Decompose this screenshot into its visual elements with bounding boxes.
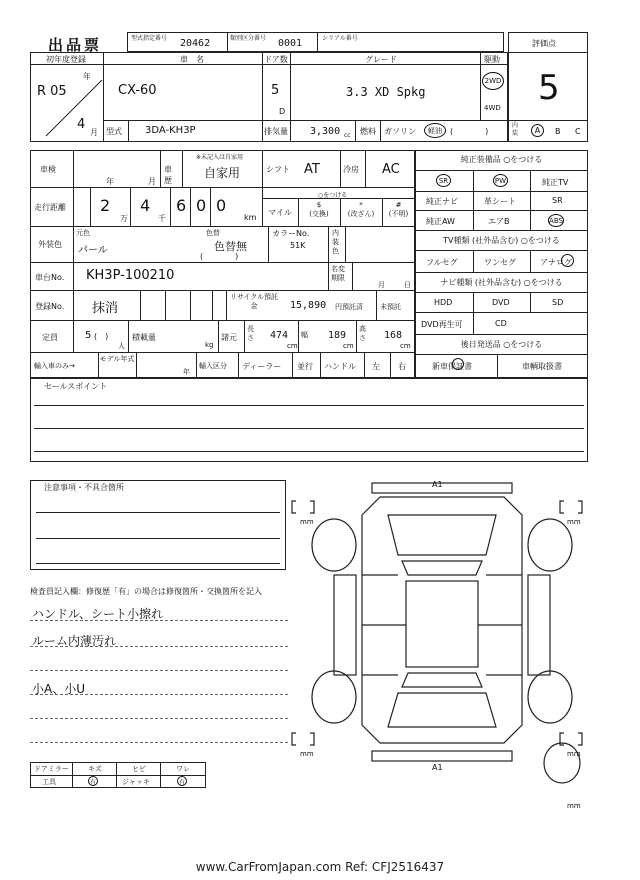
rt-line7 xyxy=(415,292,588,293)
mi-box6 xyxy=(262,187,263,226)
mileage-label: 走行距離 xyxy=(34,203,66,212)
mm-fr: mm xyxy=(567,518,581,526)
capacity-paren: ( ) xyxy=(94,332,109,341)
rg-div0d xyxy=(212,290,213,320)
recycle-unit: 円預託済 xyxy=(335,303,363,311)
displacement-label: 排気量 xyxy=(264,127,288,136)
interior-a-circled: A xyxy=(531,124,544,137)
inspector-label: 検査員記入欄：修復歴「有」の場合は修復箇所・交換箇所を記入 xyxy=(30,587,262,596)
drive-4wd: 4WD xyxy=(484,104,501,112)
mileage-d1: 2 xyxy=(100,196,111,215)
sales-box xyxy=(30,378,588,462)
rt-line4 xyxy=(415,230,588,231)
navi-dvd: DVD xyxy=(492,298,510,307)
note-dash2 xyxy=(30,646,288,647)
history-label: 車歴 xyxy=(164,165,172,185)
navi-title: ナビ種類 (社外品含む) ○をつける xyxy=(440,278,563,287)
eq-aw: 純正AW xyxy=(426,217,455,226)
lt-div-s2 xyxy=(182,150,183,187)
history-value: 自家用 xyxy=(204,166,241,180)
mm-spare: mm xyxy=(567,802,581,810)
mi-box2 xyxy=(130,187,131,226)
tv-one: ワンセグ xyxy=(484,258,516,267)
mm-rr: mm xyxy=(567,750,581,758)
row1-div-e xyxy=(128,120,129,142)
height-cm: cm xyxy=(400,342,411,350)
shaken-year: 年 xyxy=(106,177,114,186)
later-title: 後日発送品 ○をつける xyxy=(460,340,543,349)
mile-swap: $ (交換) xyxy=(309,201,329,218)
lt-line6 xyxy=(30,352,415,353)
eq-tv: 純正TV xyxy=(542,178,569,187)
cp-div2 xyxy=(218,320,219,352)
fuel-label: 燃料 xyxy=(360,127,376,136)
displacement-value: 3,300 xyxy=(310,126,341,137)
name-change-label: 名変期限 xyxy=(331,265,345,282)
caution-line2 xyxy=(36,538,280,539)
rt-line5 xyxy=(415,250,588,251)
grade-value: 3.3 XD Spkg xyxy=(346,85,426,99)
color-no-value: 51K xyxy=(290,241,306,250)
lt-line2 xyxy=(30,226,415,227)
tv-analog: アナログ xyxy=(540,258,572,267)
rt-col2a xyxy=(530,170,531,230)
lt-div-s1 xyxy=(160,150,161,187)
model-year-label: モデル年式 xyxy=(99,355,135,363)
ac-value: AC xyxy=(382,162,400,177)
col-div1 xyxy=(268,226,269,262)
rating-header-line xyxy=(508,52,588,53)
interior-label: 内装 xyxy=(512,122,519,137)
sales-line2 xyxy=(34,428,584,429)
rg-div0b xyxy=(165,290,166,320)
im-div2 xyxy=(136,352,137,378)
rt-col1c xyxy=(473,292,474,334)
rt-col1a xyxy=(473,170,474,230)
navi-hdd: HDD xyxy=(434,298,453,307)
mileage-d4: 0 xyxy=(196,196,207,215)
im-div3 xyxy=(196,352,197,378)
first-reg-era: R 05 xyxy=(37,84,67,99)
caution-box xyxy=(30,480,286,570)
rg-div2 xyxy=(376,290,377,320)
color-label: 外装色 xyxy=(38,240,62,249)
legend-c3 xyxy=(160,762,161,788)
interior-b: B xyxy=(555,127,561,136)
note-line3: 小A、小U xyxy=(32,682,85,696)
serial-label: シリアル番号 xyxy=(322,35,358,42)
cp-div3 xyxy=(244,320,245,352)
lt-line3 xyxy=(30,262,415,263)
shaken-month: 月 xyxy=(148,177,156,186)
rt-col1b xyxy=(473,250,474,272)
caution-line1 xyxy=(36,512,280,513)
row1-div-b xyxy=(262,52,263,120)
mileage-d2: 4 xyxy=(140,196,151,215)
chassis-value: KH3P-100210 xyxy=(86,268,175,283)
rt-line2 xyxy=(415,191,588,192)
note-dash1 xyxy=(30,620,288,621)
mi-note-line xyxy=(262,198,415,199)
legend-break: ワレ xyxy=(176,765,190,773)
note-dash4 xyxy=(30,694,288,695)
name-change-day: 日 xyxy=(404,281,411,289)
legend-scratch: キズ xyxy=(88,765,102,773)
mi-box1 xyxy=(90,187,91,226)
recycle-unpaid: 未預託 xyxy=(380,303,401,311)
legend-tools: 工具 xyxy=(42,778,56,786)
displacement-unit: cc xyxy=(344,132,351,139)
drive-label: 駆動 xyxy=(484,55,500,64)
im-div7 xyxy=(364,352,365,378)
mi-box3 xyxy=(170,187,171,226)
doors-sub: D xyxy=(279,107,286,116)
lt-label-col xyxy=(73,150,74,352)
legend-jack: ジャッキ xyxy=(122,778,150,786)
note-dash5 xyxy=(30,718,288,719)
import-label: 輸入車のみ→ xyxy=(34,362,75,370)
eq-sunroof-circled: SR xyxy=(436,174,451,187)
rt-col2b xyxy=(530,250,531,272)
length-cm: cm xyxy=(287,342,298,350)
mileage-d3: 6 xyxy=(176,196,187,215)
ac-label: 冷房 xyxy=(343,165,359,174)
lt-div-s5 xyxy=(365,150,366,187)
equip-title: 純正装備品 ○をつける xyxy=(460,155,543,164)
recycle-value: 15,890 xyxy=(290,300,327,311)
first-reg-label: 初年度登録 xyxy=(46,55,86,64)
lt-line1 xyxy=(30,187,415,188)
eq-sr2: SR xyxy=(552,196,563,205)
class-value: 0001 xyxy=(278,38,303,49)
mi-box5 xyxy=(210,187,211,226)
eq-airbag: エアB xyxy=(488,217,510,226)
parallel: 並行 xyxy=(297,362,313,371)
first-reg-month-unit: 月 xyxy=(90,128,98,137)
im-div4 xyxy=(238,352,239,378)
grade-label: グレード xyxy=(365,55,397,64)
rt-col1d xyxy=(497,354,498,378)
row1-div-h xyxy=(355,120,356,142)
eq-navi: 純正ナビ xyxy=(426,197,458,206)
fuel-gas: ガソリン xyxy=(384,127,416,136)
sales-line1 xyxy=(34,405,584,406)
model-label: 型式 xyxy=(106,127,122,136)
navi-sd: SD xyxy=(552,298,564,307)
mile-note: ○をつける xyxy=(318,192,348,199)
mileage-u1: 万 xyxy=(120,214,128,223)
navi-cd: CD xyxy=(495,319,507,328)
height-value: 168 xyxy=(384,330,403,341)
load-label: 積載量 xyxy=(132,333,156,342)
mile-unknown: # (不明) xyxy=(388,201,409,218)
capacity-label: 定員 xyxy=(42,333,58,342)
tv-full: フルセグ xyxy=(426,258,458,267)
interior-c: C xyxy=(575,127,581,136)
color-orig-label: 元色 xyxy=(76,229,90,237)
form-title: 出品票 xyxy=(48,36,103,54)
doors-value: 5 xyxy=(271,83,280,98)
car-name-value: CX-60 xyxy=(118,83,157,98)
col-div3 xyxy=(345,226,346,262)
rear-damage-label: A1 xyxy=(432,763,443,772)
model-cert-value: 20462 xyxy=(180,38,211,49)
rt-line1 xyxy=(415,170,588,171)
header-div2 xyxy=(317,32,318,52)
rt-line8 xyxy=(415,312,588,313)
row1-div-f xyxy=(262,120,263,142)
car-name-label: 車 名 xyxy=(180,55,204,64)
caution-label: 注意事項・不具合箇所 xyxy=(44,483,124,492)
legend-crack: ヒビ xyxy=(132,765,146,773)
row1-div-c xyxy=(290,52,291,120)
eq-abs-circled: ABS xyxy=(548,214,564,227)
legend-door-mirror: ドアミラー xyxy=(34,765,69,773)
shift-value: AT xyxy=(304,162,320,177)
handle-label: ハンドル xyxy=(324,362,356,371)
rating-label: 評価点 xyxy=(532,39,556,48)
row1-div-d xyxy=(480,52,481,120)
drive-2wd-circled: 2WD xyxy=(482,72,504,90)
dims-label: 諸元 xyxy=(221,333,237,342)
legend-c1 xyxy=(72,762,73,788)
mi-box4 xyxy=(190,187,191,226)
rt-line10 xyxy=(415,354,588,355)
watermark: www.CarFromJapan.com Ref: CFJ2516437 xyxy=(195,860,445,874)
handle-left: 左 xyxy=(372,362,380,371)
mile-label: マイル xyxy=(268,208,292,217)
car-diagram xyxy=(290,475,600,805)
im-div6 xyxy=(320,352,321,378)
color-no-label: カラーNo. xyxy=(272,229,310,238)
rt-col2c xyxy=(530,292,531,312)
capacity-unit: 人 xyxy=(118,342,125,350)
mm-rl: mm xyxy=(300,750,314,758)
rt-line9 xyxy=(415,334,588,335)
dealer: ディーラー xyxy=(242,362,282,371)
length-value: 474 xyxy=(270,330,289,341)
recycle-label: リサイクル預託金 xyxy=(229,293,279,310)
import-cat-label: 輸入区分 xyxy=(199,362,227,370)
history-note: ※未記入は自家用 xyxy=(196,154,244,161)
color-repaint-label: 色替 xyxy=(206,229,220,237)
ch-div2 xyxy=(352,262,353,290)
name-change-month: 月 xyxy=(378,281,385,289)
header-div1 xyxy=(227,32,228,52)
ch-div1 xyxy=(328,262,329,290)
cp-div1 xyxy=(128,320,129,352)
row1-div-i xyxy=(380,120,381,142)
first-reg-month: 4 xyxy=(77,117,86,132)
mileage-u2: 千 xyxy=(158,214,166,223)
interior-color-label: 内装色 xyxy=(332,229,339,255)
first-reg-year-unit: 年 xyxy=(83,72,91,81)
color-paren: ( ) xyxy=(200,252,239,261)
rg-div0c xyxy=(190,290,191,320)
mile-tamper: * (改ざん) xyxy=(347,201,375,218)
rating-value: 5 xyxy=(538,68,560,108)
col-div2 xyxy=(328,226,329,262)
doors-label: ドア数 xyxy=(264,55,288,64)
legend-tools-has: 有 xyxy=(88,776,98,786)
later-cert-circle-mark xyxy=(452,358,464,370)
height-label: 高さ xyxy=(359,325,366,342)
cp-div4 xyxy=(298,320,299,352)
handle-right: 右 xyxy=(398,362,406,371)
legend-jack-has: 有 xyxy=(177,776,187,786)
tv-title: TV種類 (社外品含む) ○をつける xyxy=(443,236,560,245)
lt-line4 xyxy=(30,290,415,291)
color-repaint-value: 色替無 xyxy=(214,240,247,253)
width-cm: cm xyxy=(343,342,354,350)
class-label: 類別区分番号 xyxy=(230,35,267,42)
shift-label: シフト xyxy=(266,165,290,174)
row1-line-model xyxy=(103,120,508,121)
fuel-paren: ( ) xyxy=(450,127,489,136)
mm-fl: mm xyxy=(300,518,314,526)
mileage-d5: 0 xyxy=(216,196,227,215)
eq-pw-circled: PW xyxy=(493,174,508,187)
rg-div1 xyxy=(226,290,227,320)
width-value: 189 xyxy=(328,330,347,341)
front-damage-label: A1 xyxy=(432,480,443,489)
fuel-diesel-circled: 軽油 xyxy=(424,123,446,138)
model-value: 3DA-KH3P xyxy=(145,125,196,136)
load-unit: kg xyxy=(205,341,214,349)
navi-dvdplay: DVD再生可 xyxy=(421,320,463,329)
width-label: 幅 xyxy=(301,331,308,339)
shaken-label: 車検 xyxy=(40,165,56,174)
capacity-value: 5 xyxy=(85,330,92,341)
eq-leather: 革シート xyxy=(484,197,516,206)
sales-label: セールスポイント xyxy=(44,382,108,391)
mileage-km: km xyxy=(244,213,257,222)
reg-label: 登録No. xyxy=(35,302,65,311)
later-cert: 新車保証書 xyxy=(432,362,472,371)
legend-c2 xyxy=(116,762,117,788)
note-line2: ルーム内薄汚れ xyxy=(32,634,117,648)
later-manual: 車輌取扱書 xyxy=(522,362,562,371)
color-value: パール xyxy=(78,245,108,256)
im-div8 xyxy=(390,352,391,378)
reg-value: 抹消 xyxy=(92,301,119,316)
rg-div0 xyxy=(140,290,141,320)
sales-line3 xyxy=(34,451,584,452)
lt-div-s4 xyxy=(340,150,341,187)
model-cert-label: 型式指定番号 xyxy=(131,35,168,42)
length-label: 長さ xyxy=(247,325,254,342)
cp-div5 xyxy=(356,320,357,352)
lt-line5 xyxy=(30,320,415,321)
note-line1: ハンドル、シート小擦れ xyxy=(32,607,164,621)
rt-line6 xyxy=(415,272,588,273)
tv-analog-circle-mark xyxy=(561,254,574,267)
rt-line3 xyxy=(415,210,588,211)
row1-div-g xyxy=(290,120,291,142)
im-div5 xyxy=(292,352,293,378)
note-dash3 xyxy=(30,670,288,671)
caution-line3 xyxy=(36,563,280,564)
lt-div-s3 xyxy=(262,150,263,187)
note-dash6 xyxy=(30,742,288,743)
chassis-label: 車台No. xyxy=(35,273,65,282)
left-table xyxy=(30,150,415,378)
model-year-unit: 年 xyxy=(183,368,190,376)
